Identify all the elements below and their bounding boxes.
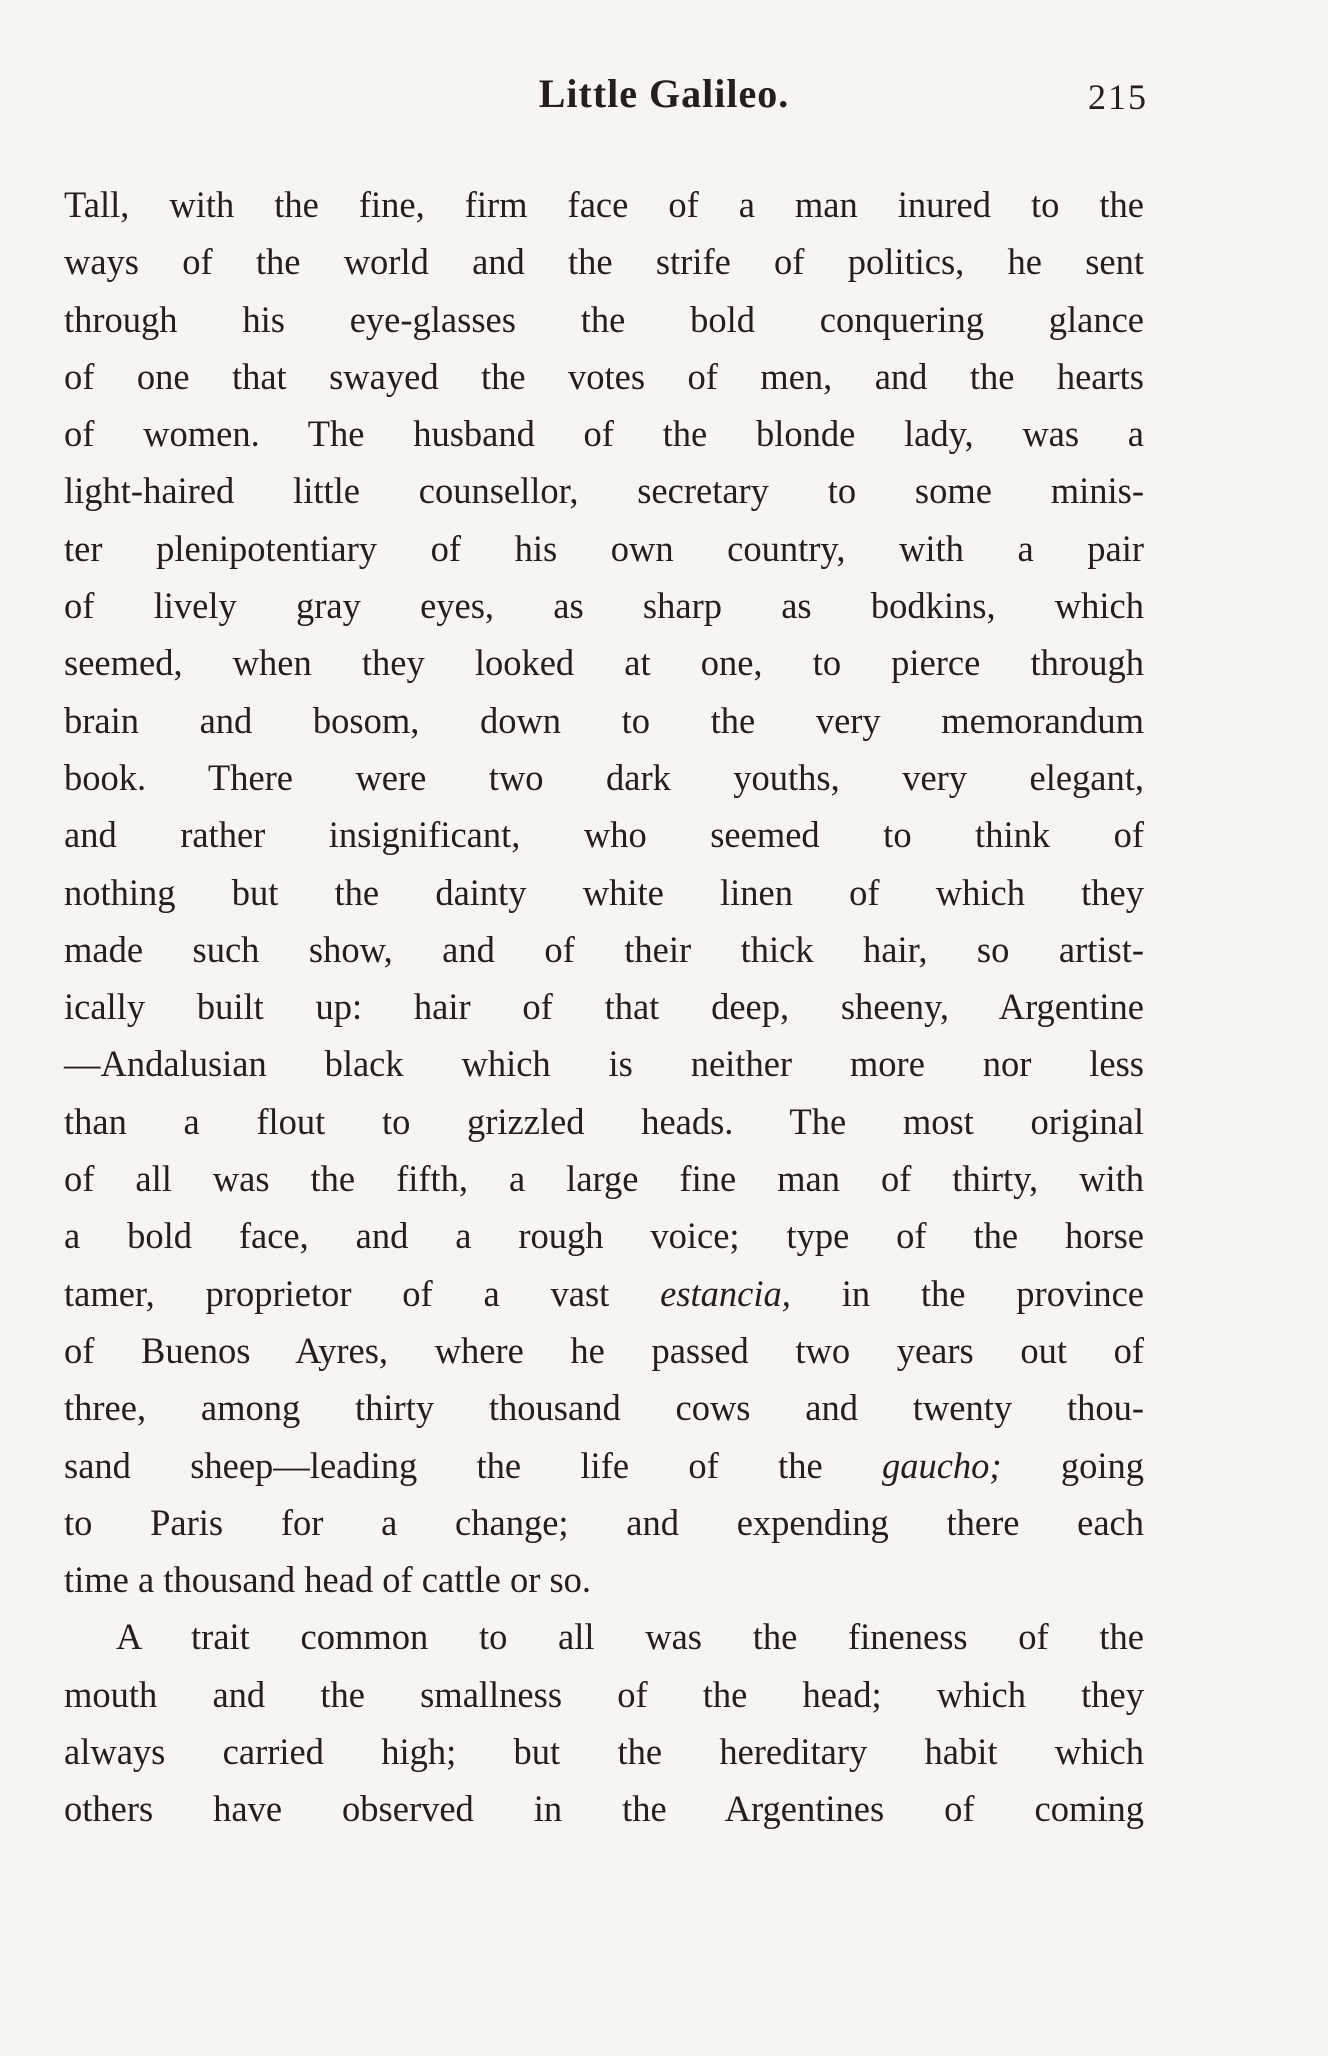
text-line [64, 1437, 1144, 1494]
text-line: others have observed in the Argentines of coming [64, 1788, 1144, 1830]
text-line: A trait common to all was the fineness of the [116, 1616, 1144, 1658]
text-line: seemed, when they looked at one, to pierce through [64, 642, 1144, 684]
text-run: sand sheep—leading the life of the [64, 1444, 882, 1486]
text-line: of lively gray eyes, as sharp as bodkins, which [64, 585, 1144, 627]
text-line: ways of the world and the strife of politics, he sent [64, 241, 1144, 283]
running-title: Little Galileo. [538, 71, 790, 116]
italic-term: estancia, [660, 1272, 791, 1314]
text-line: of Buenos Ayres, where he passed two years out of [64, 1329, 1144, 1371]
text-run: in the province [790, 1272, 1144, 1314]
text-line: three, among thirty thousand cows and twenty thou- [64, 1387, 1144, 1429]
text-line: a bold face, and a rough voice; type of the horse [64, 1215, 1144, 1257]
text-line: nothing but the dainty white linen of which they [64, 871, 1144, 913]
body-text [64, 176, 1144, 1838]
text-line: time a thousand head of cattle or so. [64, 1559, 592, 1601]
text-line: ically built up: hair of that deep, sheeny, Argentine [64, 986, 1144, 1028]
text-line: mouth and the smallness of the head; which they [64, 1673, 1144, 1715]
paragraph-2 [64, 1608, 1144, 1837]
page-number: 215 [1088, 77, 1148, 117]
text-line: ter plenipotentiary of his own country, with a pair [64, 527, 1144, 569]
text-line: and rather insignificant, who seemed to think of [64, 814, 1144, 856]
italic-term: gaucho; [881, 1444, 1002, 1486]
text-line: Tall, with the fine, firm face of a man inured to the [64, 184, 1144, 225]
text-line: book. There were two dark youths, very elegant, [64, 756, 1144, 798]
text-line: of all was the fifth, a large fine man of thirty, with [64, 1158, 1144, 1200]
text-line [64, 1265, 1144, 1322]
text-line: made such show, and of their thick hair, so artist- [64, 928, 1144, 970]
text-run: going [1001, 1444, 1144, 1486]
text-line: of women. The husband of the blonde lady, was a [64, 413, 1144, 455]
text-line: —Andalusian black which is neither more nor less [64, 1043, 1144, 1085]
page-header [0, 70, 1328, 130]
text-line: light-haired little counsellor, secretary to some minis- [64, 470, 1144, 512]
text-line: of one that swayed the votes of men, and the hearts [64, 355, 1144, 397]
text-line: always carried high; but the hereditary habit which [64, 1731, 1144, 1773]
text-line: to Paris for a change; and expending there each [64, 1501, 1144, 1543]
paragraph-1 [64, 176, 1144, 1608]
text-line: than a flout to grizzled heads. The most original [64, 1100, 1144, 1142]
text-run: tamer, proprietor of a vast [64, 1272, 661, 1314]
text-line: brain and bosom, down to the very memorandum [64, 699, 1144, 741]
text-line: through his eye-glasses the bold conquering glance [64, 298, 1144, 340]
